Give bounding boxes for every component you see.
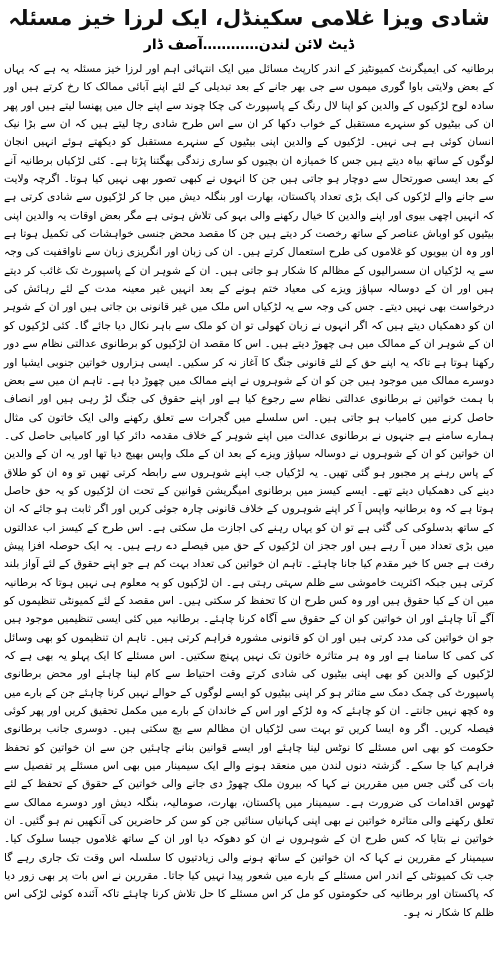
article-body: برطانیہ کی ایمیگرنٹ کمیونٹیز کے اندر کارپٹ مسائل میں ایک انتہائی اہم اور لرزا خیز مسئلہ یہ ہے کہ یہاں کے بعض ولایتی باوا گوری میموں سے جی بھر جانے کے بعد تبدیلی کے لئے اپنے آبائی ممالک کا رخ کرتے ہیں اور سادہ لوح لڑکیوں کے والدین کو اپنا لال رنگ کے پاسپورٹ کی چکا چوند سے اپنے جال میں پھنسا لیتے ہیں اور پھر ان کی بیٹیوں کو سنہرے مستقبل کے خواب دکھا کر ان سے اس طرح شادی رچا لیتے ہیں کہ ان سے بڑا نیک انسان کوئی ہے ہی نہیں۔ لڑکیوں کے والدین اپنی بیٹیوں کے سنہرے مستقبل کو دیکھتے ہوئے انہیں انجان لوگوں کے ساتھ بیاہ دیتے ہیں جس کا خمیازہ ان بچیوں کو ساری زندگی بھگتنا پڑتا ہے۔ کئی لڑکیاں برطانیہ آنے کے بعد ایسی صورتحال سے دوچار ہو جاتی ہیں جن کا انہوں نے کبھی تصور بھی نہیں کیا ہوتا۔ اگرچہ ولایت سے جانے والے لڑکوں کی ایک بڑی تعداد پاکستان، بھارت اور بنگلہ دیش میں جا کر لڑکیوں سے شادی کرتی ہے کہ انہیں اچھی بیوی اور اپنے والدین کا خیال رکھنے والی بہو کی تلاش ہوتی ہے مگر بعض اوقات یہ والدین اپنی بیٹیوں کو اوباش عناصر کے ساتھ رخصت کر دیتے ہیں جن کا مقصد محض جنسی خواہشات کی تکمیل ہوتا ہے اور وہ ان بیویوں کو غلاموں کی طرح استعمال کرتے ہیں۔ ان کی زبان اور انگریزی زبان سے ناواقفیت کی وجہ سے یہ لڑکیاں ان سسرالیوں کے مظالم کا شکار ہو جاتی ہیں۔ ان کے شوہر ان کے پاسپورٹ تک غائب کر دیتے ہیں اور ان کے دوسالہ سپاؤز ویزے کی معیاد ختم ہونے کے بعد انہیں غیر معینہ مدت کے لئے رہائش کی درخواست بھی نہیں دیتے۔ جس کی وجہ سے یہ لڑکیاں اس ملک میں غیر قانونی بن جاتی ہیں اور ان کے شوہر ان کو دھمکیاں دیتے ہیں کہ اگر انہوں نے زبان کھولی تو ان کو ملک سے باہر نکال دیا جائے گا۔ کئی لڑکیوں کو ان کے شوہر ان کے ممالک میں ہی چھوڑ دیتے ہیں۔ اس کا مقصد ان لڑکیوں کو برطانوی عدالتی نظام سے دور رکھنا ہوتا ہے تاکہ یہ اپنے حق کے لئے قانونی جنگ کا آغاز نہ کر سکیں۔ ایسی ہزاروں خواتین جنوبی ایشیا اور دوسرے ممالک میں موجود ہیں جن کو ان کے شوہروں نے اپنے ممالک میں چھوڑ دیا ہے۔ تاہم ان میں سے بعض با ہمت خواتین نے برطانوی عدالتی نظام سے رجوع کیا ہے اور اپنے حقوق کی جنگ لڑ رہی ہیں اور انصاف حاصل کرنے میں کامیاب ہو جاتی ہیں۔ اس سلسلے میں گجرات سے تعلق رکھنے والی ایک خاتون کی مثال ہمارے سامنے ہے جنہوں نے برطانوی عدالت میں اپنے شوہر کے خلاف مقدمہ دائر کیا اور کامیابی حاصل کی۔ ان خواتین کو ان کے شوہروں نے دوسالہ سپاؤز ویزے کے بعد ان کے ملک واپس بھیج دیا تھا اور یہ ان کے والدین کے پاس رہنے پر مجبور ہو گئی تھیں۔ یہ لڑکیاں جب اپنے شوہروں سے رابطہ کرتی تھیں تو وہ ان کو طلاق دینے کی دھمکیاں دیتے تھے۔ ایسے کیسز میں برطانوی امیگریشن قوانین کے تحت ان لڑکیوں کو یہ حق حاصل ہوتا ہے کہ وہ برطانیہ واپس آ کر اپنے شوہروں کے خلاف قانونی چارہ جوئی کریں اور اگر ثابت ہو جائے کہ ان کے ساتھ بدسلوکی کی گئی ہے تو ان کو یہاں رہنے کی اجازت مل سکتی ہے۔ اس طرح کے کیسز اب عدالتوں میں بڑی تعداد میں آ رہے ہیں اور ججز ان لڑکیوں کے حق میں فیصلے دے رہے ہیں۔ یہ ایک حوصلہ افزا پیش رفت ہے جس کا خیر مقدم کیا جانا چاہئے۔ تاہم ان خواتین کی تعداد بہت کم ہے جو اپنے حقوق کے لئے آواز بلند کرتی ہیں جبکہ اکثریت خاموشی سے ظلم سہتی رہتی ہے۔ ان لڑکیوں کو یہ معلوم ہی نہیں ہوتا کہ برطانیہ میں ان کے کیا حقوق ہیں اور وہ کس طرح ان کا تحفظ کر سکتی ہیں۔ اس مقصد کے لئے کمیونٹی تنظیموں کو آگے آنا چاہئے اور ان خواتین کو ان کے حقوق سے آگاہ کرنا چاہئے۔ برطانیہ میں کئی ایسی تنظیمیں موجود ہیں جو ان خواتین کی مدد کرتی ہیں اور ان کو قانونی مشورہ فراہم کرتی ہیں۔ تاہم ان تنظیموں کو بھی وسائل کی کمی کا سامنا ہے اور وہ ہر متاثرہ خاتون تک نہیں پہنچ سکتیں۔ اس مسئلے کا ایک پہلو یہ بھی ہے کہ لڑکیوں کے والدین کو بھی اپنی بیٹیوں کی شادی کرتے وقت احتیاط سے کام لینا چاہئے اور محض برطانوی پاسپورٹ کی چمک دمک سے متاثر ہو کر اپنی بیٹیوں کو ایسے لوگوں کے حوالے نہیں کرنا چاہئے جن کے بارے میں وہ کچھ نہیں جانتے۔ ان کو چاہئے کہ وہ لڑکے اور اس کے خاندان کے بارے میں مکمل تحقیق کریں اور پھر کوئی فیصلہ کریں۔ اگر وہ ایسا کریں تو بہت سی لڑکیاں ان مظالم سے بچ سکتی ہیں۔ دوسری جانب برطانوی حکومت کو بھی اس مسئلے کا نوٹس لینا چاہئے اور ایسے قوانین بنانے چاہئیں جن سے ان خواتین کو تحفظ فراہم کیا جا سکے۔ گزشتہ دنوں لندن میں منعقد ہونے والے ایک سیمینار میں بھی اس مسئلے پر تفصیل سے بات کی گئی جس میں مقررین نے کہا کہ بیرون ملک چھوڑ دی جانے والی خواتین کے حقوق کے تحفظ کے لئے ٹھوس اقدامات کی ضرورت ہے۔ سیمینار میں پاکستان، بھارت، صومالیہ، بنگلہ دیش اور دوسرے ممالک سے تعلق رکھنے والی متاثرہ خواتین نے بھی اپنی کہانیاں سنائیں جن کو سن کر حاضرین کی آنکھیں نم ہو گئیں۔ ان خواتین نے بتایا کہ کس طرح ان کے شوہروں نے ان کو دھوکہ دیا اور ان کے ساتھ غلاموں جیسا سلوک کیا۔ سیمینار کے مقررین نے کہا کہ ان خواتین کے ساتھ ہونے والی زیادتیوں کا سلسلہ اس وقت تک جاری رہے گا جب تک کمیونٹی کے اندر اس مسئلے کے بارے میں شعور پیدا نہیں کیا جاتا۔ مقررین نے اس بات پر بھی زور دیا کہ پاکستان اور برطانیہ کی حکومتوں کو مل کر اس مسئلے کا حل تلاش کرنا چاہئے تاکہ آئندہ کوئی لڑکی اس ظلم کا شکار نہ ہو۔ — [4, 62, 494, 919]
article-byline: ڈیٹ لائن لندن…………آصف ڈار — [143, 37, 355, 53]
article-headline: شادی ویزا غلامی سکینڈل، ایک لرزا خیز مسئلہ — [8, 6, 490, 30]
